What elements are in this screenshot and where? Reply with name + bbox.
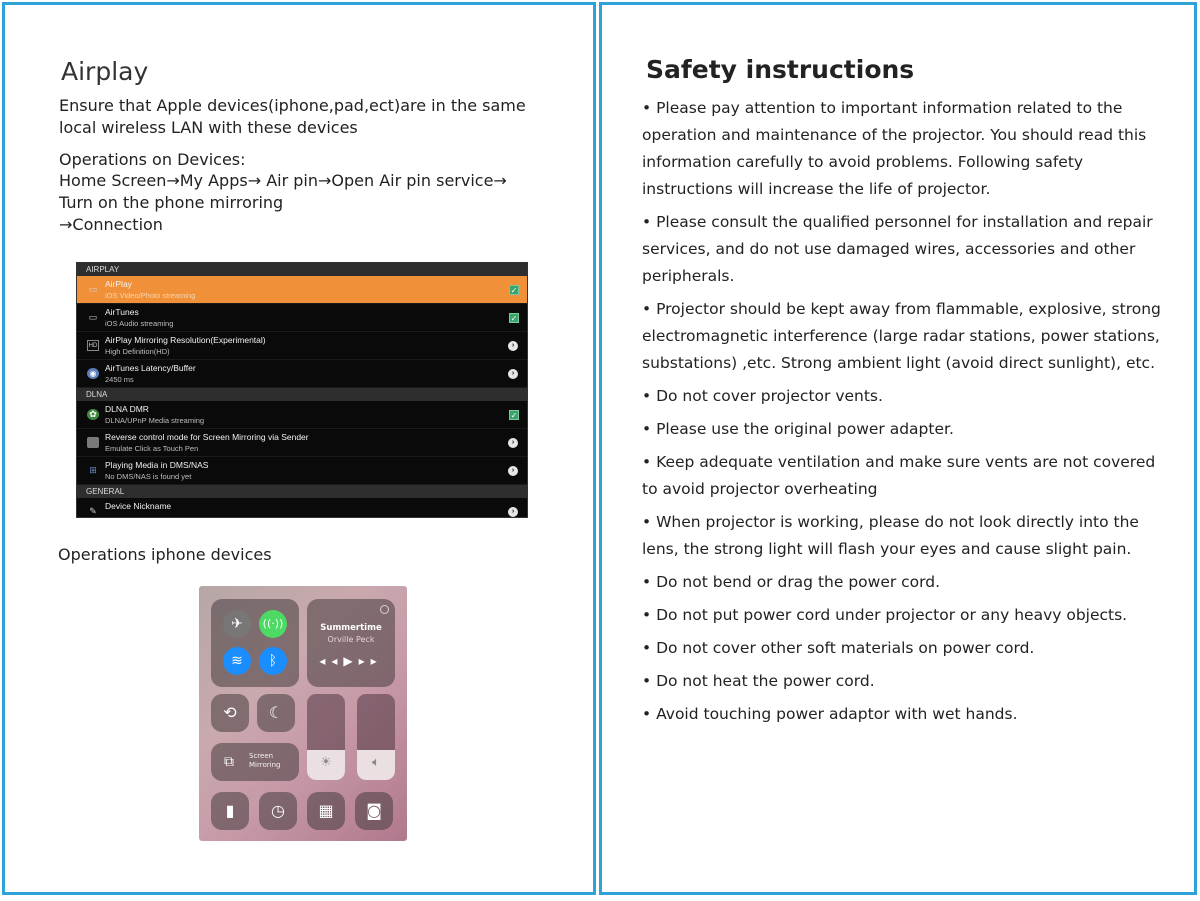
safety-item: • Do not put power cord under projector or any heavy objects. bbox=[642, 606, 1128, 624]
settings-row-device-nickname[interactable] bbox=[77, 498, 527, 518]
safety-list bbox=[642, 95, 1162, 734]
safety-item: • Please consult the qualified personnel for installation and repair services, and do not use damaged wires, accessories and other peripherals. bbox=[642, 213, 1153, 285]
row-subtitle: No DMS/NAS is found yet bbox=[105, 472, 192, 481]
safety-item: • When projector is working, please do not look directly into the lens, the strong light will flash your eyes and cause slight pain. bbox=[642, 513, 1139, 558]
brightness-slider[interactable] bbox=[307, 694, 345, 780]
connectivity-tile bbox=[211, 599, 299, 687]
rotation-lock-tile[interactable] bbox=[211, 694, 249, 732]
airplay-title: Airplay bbox=[61, 57, 149, 86]
rewind-icon[interactable]: ◂◂ bbox=[319, 654, 344, 668]
airplay-icon: ▭ bbox=[88, 284, 98, 294]
music-tile[interactable] bbox=[307, 599, 395, 687]
row-title: AirTunes bbox=[105, 307, 139, 317]
row-subtitle: DLNA/UPnP Media streaming bbox=[105, 416, 205, 425]
row-title: DLNA DMR bbox=[105, 404, 149, 414]
safety-item: • Please use the original power adapter. bbox=[642, 420, 954, 438]
playback-controls bbox=[307, 654, 395, 668]
calculator-tile[interactable] bbox=[307, 792, 345, 830]
chevron-right-icon[interactable]: › bbox=[508, 369, 518, 379]
safety-item: • Avoid touching power adaptor with wet hands. bbox=[642, 705, 1018, 723]
camera-tile[interactable] bbox=[355, 792, 393, 830]
operations-step: →Connection bbox=[59, 215, 163, 234]
wifi-icon[interactable]: ≋ bbox=[223, 647, 251, 675]
safety-item: • Please pay attention to important information related to the operation and maintenance of the projector. You should read this information carefully to avoid problems. Following safety instructions will increase the life of projector. bbox=[642, 99, 1147, 198]
bluetooth-icon[interactable]: ᛒ bbox=[259, 647, 287, 675]
safety-title: Safety instructions bbox=[646, 55, 915, 84]
network-icon: ⊞ bbox=[89, 465, 97, 475]
safety-item: • Keep adequate ventilation and make sure vents are not covered to avoid projector overheating bbox=[642, 453, 1156, 498]
airplay-settings-screenshot bbox=[76, 262, 528, 518]
safety-item: • Projector should be kept away from flammable, explosive, strong electromagnetic interference (large radar stations, power stations, substations) ,etc. Strong ambient light (avoid direct sunlight), etc. bbox=[642, 300, 1161, 372]
checkbox-icon[interactable]: ✓ bbox=[510, 286, 518, 295]
flashlight-tile[interactable] bbox=[211, 792, 249, 830]
moon-icon: ☾ bbox=[268, 703, 284, 722]
camera-icon: ◙ bbox=[366, 801, 382, 820]
flashlight-icon: ▮ bbox=[225, 801, 235, 820]
calculator-icon: ▦ bbox=[318, 801, 334, 820]
pen-icon: ✎ bbox=[89, 506, 97, 516]
song-artist: Orville Peck bbox=[327, 635, 375, 644]
cellular-icon[interactable]: ((·)) bbox=[259, 610, 287, 638]
checkbox-icon[interactable]: ✓ bbox=[510, 314, 518, 323]
iphone-operations-heading: Operations iphone devices bbox=[58, 545, 272, 564]
checkbox-icon[interactable]: ✓ bbox=[510, 411, 518, 420]
row-title: AirTunes Latency/Buffer bbox=[105, 363, 196, 373]
volume-slider[interactable] bbox=[357, 694, 395, 780]
safety-item: • Do not cover projector vents. bbox=[642, 387, 883, 405]
section-header-airplay: AIRPLAY bbox=[77, 263, 527, 276]
settings-row-reverse-control[interactable] bbox=[77, 429, 527, 457]
chevron-right-icon[interactable]: › bbox=[508, 341, 518, 351]
section-header-dlna: DLNA bbox=[77, 388, 527, 401]
row-title: Reverse control mode for Screen Mirroring via Sender bbox=[105, 432, 309, 442]
row-subtitle: Emulate Click as Touch Pen bbox=[105, 444, 199, 453]
safety-item: • Do not heat the power cord. bbox=[642, 672, 875, 690]
screen-mirroring-label: Screen Mirroring bbox=[249, 752, 281, 769]
timer-tile[interactable] bbox=[259, 792, 297, 830]
screen-mirroring-tile[interactable] bbox=[211, 743, 299, 781]
fast-forward-icon[interactable]: ▸▸ bbox=[358, 654, 383, 668]
section-header-general: GENERAL bbox=[77, 485, 527, 498]
timer-icon: ◷ bbox=[271, 801, 285, 820]
operations-step: Turn on the phone mirroring bbox=[59, 193, 284, 212]
airplay-icon[interactable] bbox=[380, 605, 389, 614]
touch-pen-icon bbox=[87, 437, 99, 448]
settings-row-latency[interactable] bbox=[77, 360, 527, 388]
chevron-right-icon[interactable]: › bbox=[508, 438, 518, 448]
settings-row-mirroring-resolution[interactable] bbox=[77, 332, 527, 360]
safety-item: • Do not cover other soft materials on power cord. bbox=[642, 639, 1035, 657]
settings-row-playing-media[interactable] bbox=[77, 457, 527, 485]
row-subtitle: iOS Audio streaming bbox=[105, 319, 174, 328]
operations-heading: Operations on Devices: bbox=[59, 150, 246, 169]
speaker-icon: 🔈︎ bbox=[372, 755, 380, 770]
airplane-mode-icon[interactable]: ✈ bbox=[223, 610, 251, 638]
row-title: Playing Media in DMS/NAS bbox=[105, 460, 209, 470]
operations-step: Home Screen→My Apps→ Air pin→Open Air pin service→ bbox=[59, 171, 507, 190]
dlna-icon: ✿ bbox=[87, 409, 99, 420]
right-page bbox=[599, 2, 1197, 895]
row-title: Device Nickname bbox=[105, 501, 172, 511]
row-subtitle: iOS Video/Photo streaming bbox=[105, 291, 196, 300]
screen-mirroring-icon: ⧉ bbox=[224, 754, 234, 770]
row-subtitle: High Definition(HD) bbox=[105, 347, 170, 356]
latency-icon: ◉ bbox=[87, 368, 99, 379]
hd-icon: HD bbox=[87, 340, 99, 351]
row-title: AirPlay bbox=[105, 279, 132, 289]
sun-icon: ☀ bbox=[320, 755, 332, 770]
chevron-right-icon[interactable]: › bbox=[508, 507, 518, 517]
operations-steps bbox=[59, 170, 559, 236]
airplay-icon: ▭ bbox=[88, 312, 98, 322]
song-title: Summertime bbox=[320, 623, 382, 633]
do-not-disturb-tile[interactable] bbox=[257, 694, 295, 732]
settings-row-dlna-dmr[interactable] bbox=[77, 401, 527, 429]
chevron-right-icon[interactable]: › bbox=[508, 466, 518, 476]
settings-row-airtunes[interactable] bbox=[77, 304, 527, 332]
ios-control-center bbox=[199, 586, 407, 841]
airplay-intro: Ensure that Apple devices(iphone,pad,ect)are in the same local wireless LAN with these devices bbox=[59, 96, 526, 137]
play-icon[interactable]: ▶ bbox=[343, 654, 359, 668]
left-page bbox=[2, 2, 596, 895]
row-title: AirPlay Mirroring Resolution(Experimental) bbox=[105, 335, 266, 345]
safety-item: • Do not bend or drag the power cord. bbox=[642, 573, 941, 591]
rotation-lock-icon: ⟲ bbox=[223, 703, 237, 722]
row-subtitle: 2450 ms bbox=[105, 375, 134, 384]
settings-row-airplay[interactable] bbox=[77, 276, 527, 304]
